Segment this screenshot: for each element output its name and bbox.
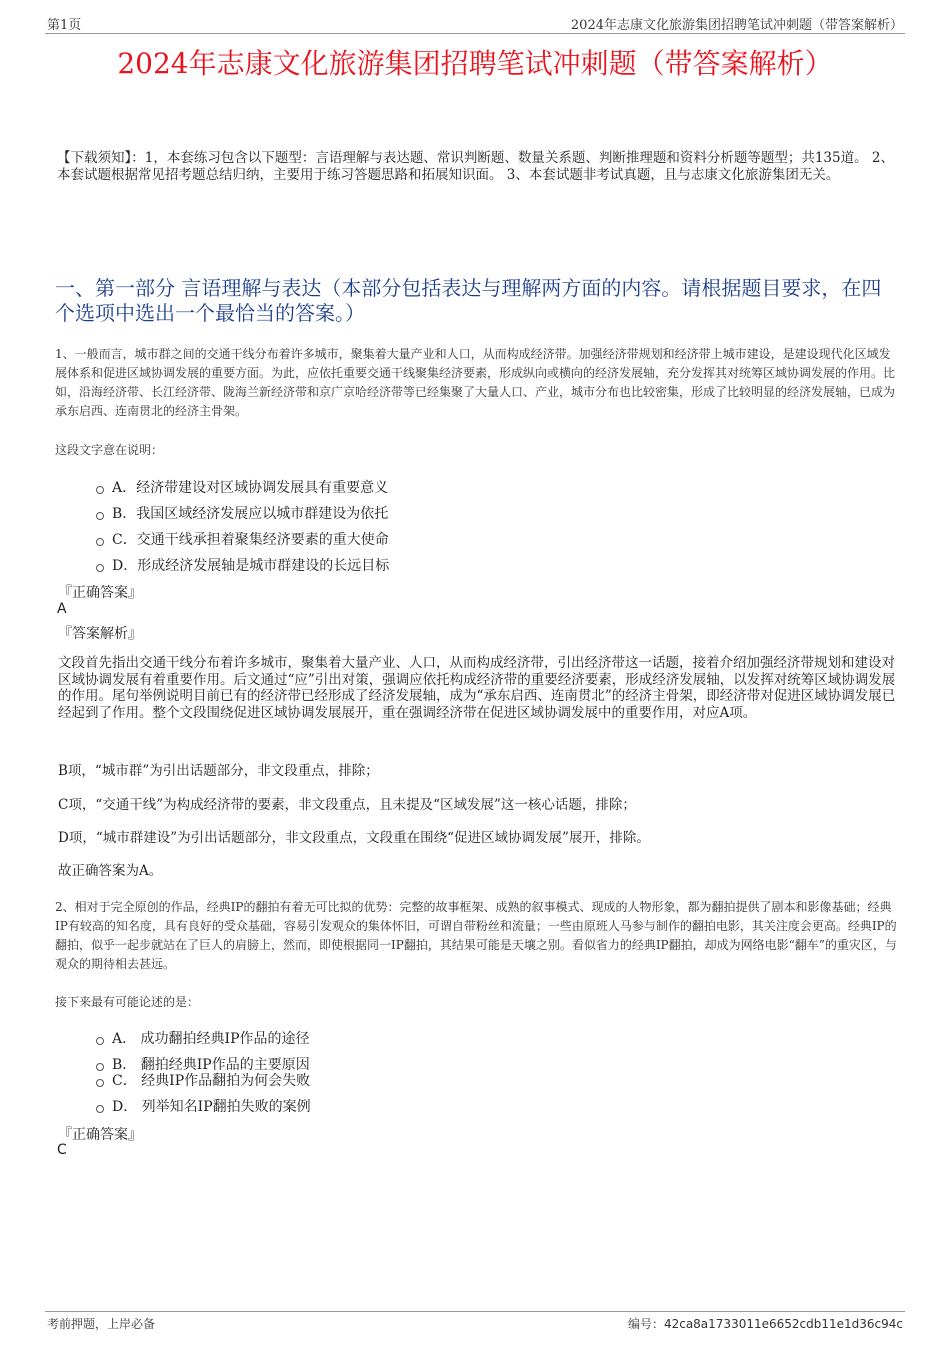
option-label: A． 成功翻拍经典IP作品的途径 bbox=[112, 1031, 310, 1047]
download-notice: 【下载须知】：1，本套练习包含以下题型：言语理解与表达题、常识判断题、数量关系题、判断推理题和资料分析题等题型；共135道。 2、本套试题根据常见招考题总结归纳，主要用于练习答题思路和拓展知识面。 3、本套试题非考试真题，且与志康文化旅游集团无关。 bbox=[57, 150, 894, 183]
page-number: 第1页 bbox=[47, 18, 82, 33]
radio-icon[interactable] bbox=[96, 1079, 104, 1087]
question-1-answer-label: 『正确答案』 bbox=[58, 585, 142, 601]
radio-icon[interactable] bbox=[96, 486, 104, 494]
option-label: C．交通干线承担着聚集经济要素的重大使命 bbox=[112, 532, 389, 548]
footer-divider bbox=[45, 1311, 905, 1312]
header-divider bbox=[45, 33, 905, 34]
footer-serial-label: 编号： bbox=[627, 1317, 664, 1331]
footer-serial-code: 42ca8a1733011e6652cdb11e1d36c94c bbox=[663, 1317, 903, 1331]
option-label: B． 翻拍经典IP作品的主要原因 bbox=[112, 1057, 310, 1073]
question-2-option-c[interactable] bbox=[96, 1070, 310, 1090]
option-label: D． 列举知名IP翻拍失败的案例 bbox=[112, 1099, 311, 1115]
page-title: 2024年志康文化旅游集团招聘笔试冲刺题（带答案解析） bbox=[117, 47, 833, 80]
option-label: D．形成经济发展轴是城市群建设的长远目标 bbox=[112, 558, 390, 574]
question-1-explanation-main: 文段首先指出交通干线分布着许多城市，聚集着大量产业、人口，从而构成经济带，引出经济带这一话题，接着介绍加强经济带规划和建设对区域协调发展有着重要作用。后文通过“应”引出对策，强调应依托构成经济带的重要经济要素，形成经济发展轴，以发挥对统筹区域协调发展的作用。尾句举例说明目前已有的经济带已经形成了经济发展轴，成为“承东启西、连南贯北”的经济主骨架，即经济带对促进区域协调发展已经起到了作用。整个文段围绕促进区域协调发展展开，重在强调经济带在促进区域协调发展中的重要作用，对应A项。 bbox=[58, 655, 896, 721]
question-1-explain-label: 『答案解析』 bbox=[58, 626, 142, 642]
question-2-prompt: 接下来最有可能论述的是： bbox=[55, 995, 200, 1009]
question-1-text: 1、一般而言，城市群之间的交通干线分布着许多城市，聚集着大量产业和人口，从而构成经济带。加强经济带规划和经济带上城市建设，是建设现代化区域发展体系和促进区域协调发展的重要方面。为此，应依托重要交通干线聚集经济要素，形成纵向或横向的经济发展轴，充分发挥其对统筹区域协调发展的作用。比如，沿海经济带、长江经济带、陇海兰新经济带和京广京哈经济带等已经集聚了大量人口、产业，城市分布也比较密集，形成了比较明显的经济发展轴，已成为承东启西、连南贯北的经济主骨架。 bbox=[55, 347, 896, 418]
radio-icon[interactable] bbox=[96, 1037, 104, 1045]
question-1-explanation-d: D项，“城市群建设”为引出话题部分，非文段重点，文段重在围绕“促进区域协调发展”展开，排除。 bbox=[58, 830, 650, 846]
footer-serial bbox=[628, 1315, 903, 1332]
section-title: 一、第一部分 言语理解与表达（本部分包括表达与理解两方面的内容。请根据题目要求，在四个选项中选出一个最恰当的答案。） bbox=[55, 276, 882, 325]
option-label: A．经济带建设对区域协调发展具有重要意义 bbox=[112, 480, 389, 496]
question-1-prompt: 这段文字意在说明： bbox=[55, 443, 164, 457]
question-1-option-b[interactable] bbox=[96, 503, 388, 523]
footer-slogan: 考前押题，上岸必备 bbox=[47, 1317, 156, 1331]
question-1-option-a[interactable] bbox=[96, 477, 388, 497]
question-1-answer: A bbox=[57, 601, 67, 617]
header-doc-title: 2024年志康文化旅游集团招聘笔试冲刺题（带答案解析） bbox=[570, 18, 903, 33]
option-label: C． 经典IP作品翻拍为何会失败 bbox=[112, 1073, 311, 1089]
radio-icon[interactable] bbox=[96, 512, 104, 520]
radio-icon[interactable] bbox=[96, 564, 104, 572]
question-1-explanation-b: B项，“城市群”为引出话题部分，非文段重点，排除； bbox=[58, 763, 379, 779]
question-2-answer-label: 『正确答案』 bbox=[58, 1127, 142, 1143]
radio-icon[interactable] bbox=[96, 1105, 104, 1113]
question-2-text: 2、相对于完全原创的作品，经典IP的翻拍有着无可比拟的优势：完整的故事框架、成熟的叙事模式、现成的人物形象，都为翻拍提供了剧本和影像基础；经典IP有较高的知名度，具有良好的受众基础，容易引发观众的集体怀旧，可谓自带粉丝和流量；一些由原班人马参与制作的翻拍电影，其关注度会更高。经典IP的翻拍，似乎一起步就站在了巨人的肩膀上，然而，即使根据同一IP翻拍，其结果可能是天壤之别。看似省力的经典IP翻拍，却成为网络电影“翻车”的重灾区，与观众的期待相去甚远。 bbox=[55, 900, 897, 971]
question-2-option-d[interactable] bbox=[96, 1096, 311, 1116]
question-1-conclusion: 故正确答案为A。 bbox=[58, 863, 163, 879]
question-1-option-d[interactable] bbox=[96, 555, 389, 575]
question-1-option-c[interactable] bbox=[96, 529, 389, 549]
radio-icon[interactable] bbox=[96, 538, 104, 546]
option-label: B．我国区域经济发展应以城市群建设为依托 bbox=[112, 506, 389, 522]
question-2-option-a[interactable] bbox=[96, 1028, 310, 1048]
question-2-answer: C bbox=[57, 1142, 67, 1158]
question-1-explanation-c: C项，“交通干线”为构成经济带的要素，非文段重点，且未提及“区域发展”这一核心话题，排除； bbox=[58, 797, 636, 813]
